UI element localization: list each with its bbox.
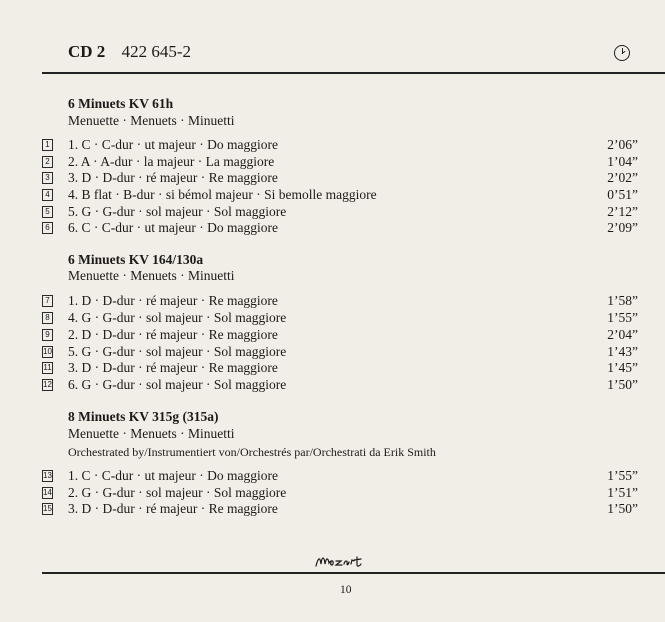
track-duration: 1’45”	[607, 360, 638, 375]
track-number-box: 10	[43, 347, 52, 356]
track-number-box: 6	[42, 222, 53, 234]
track-number-box: 7	[42, 295, 53, 307]
track-title: 3. D · D-dur · ré majeur · Re maggiore	[68, 360, 278, 375]
track-row	[0, 500, 665, 517]
track-number-box: 4	[42, 189, 53, 201]
track-duration: 1’55”	[607, 468, 638, 483]
track-duration: 2’12”	[607, 204, 638, 219]
catalog-number: 422 645-2	[121, 42, 191, 61]
track-duration: 1’55”	[607, 310, 638, 325]
track-duration: 1’51”	[607, 485, 638, 500]
track-duration: 1’04”	[607, 154, 638, 169]
track-title: 2. A · A-dur · la majeur · La maggiore	[68, 154, 275, 169]
track-duration: 1’50”	[607, 377, 638, 392]
track-number-box: 13	[43, 471, 52, 480]
clock-icon	[614, 45, 630, 61]
track-title: 5. G · G-dur · sol majeur · Sol maggiore	[68, 204, 287, 219]
track-row	[0, 169, 665, 186]
track-row	[0, 359, 665, 376]
section-subtitle: Menuette · Menuets · Minuetti	[68, 113, 235, 128]
track-row	[0, 292, 665, 309]
track-row	[0, 203, 665, 220]
track-title: 2. D · D-dur · ré majeur · Re maggiore	[68, 327, 278, 342]
track-title: 3. D · D-dur · ré majeur · Re maggiore	[68, 170, 278, 185]
track-number-box: 11	[43, 363, 52, 372]
track-row	[0, 376, 665, 393]
track-title: 2. G · G-dur · sol majeur · Sol maggiore	[68, 485, 287, 500]
section-title: 6 Minuets KV 164/130a	[68, 252, 204, 267]
section-title: 6 Minuets KV 61h	[68, 96, 174, 111]
track-title: 1. C · C-dur · ut majeur · Do maggiore	[68, 468, 278, 483]
track-duration: 2’09”	[607, 220, 638, 235]
track-row	[0, 153, 665, 170]
top-divider	[42, 72, 665, 74]
track-number-box: 12	[43, 380, 52, 389]
track-row	[0, 186, 665, 203]
section-title: 8 Minuets KV 315g (315a)	[68, 409, 219, 424]
track-row	[0, 326, 665, 343]
track-duration: 1’50”	[607, 501, 638, 516]
track-row	[0, 136, 665, 153]
track-row	[0, 343, 665, 360]
section-subtitle: Menuette · Menuets · Minuetti	[68, 268, 235, 283]
track-row	[0, 309, 665, 326]
track-title: 5. G · G-dur · sol majeur · Sol maggiore	[68, 344, 287, 359]
track-number-box: 9	[42, 329, 53, 341]
track-number-box: 15	[43, 504, 52, 513]
track-row	[0, 467, 665, 484]
page-number: 10	[340, 584, 352, 596]
track-title: 6. C · C-dur · ut majeur · Do maggiore	[68, 220, 278, 235]
track-number-box: 2	[42, 156, 53, 168]
cd-label: CD 2	[68, 42, 106, 61]
track-title: 6. G · G-dur · sol majeur · Sol maggiore	[68, 377, 287, 392]
track-duration: 1’58”	[607, 293, 638, 308]
track-number-box: 3	[42, 172, 53, 184]
track-duration: 2’06”	[607, 137, 638, 152]
track-number-box: 14	[43, 488, 52, 497]
section-subtitle: Menuette · Menuets · Minuetti	[68, 426, 235, 441]
track-duration: 2’04”	[607, 327, 638, 342]
track-title: 4. B flat · B-dur · si bémol majeur · Si bemolle maggiore	[68, 187, 377, 202]
track-row	[0, 484, 665, 501]
track-number-box: 5	[42, 206, 53, 218]
track-number-box: 1	[42, 139, 53, 151]
bottom-divider	[42, 572, 665, 574]
track-title: 4. G · G-dur · sol majeur · Sol maggiore	[68, 310, 287, 325]
track-duration: 1’43”	[607, 344, 638, 359]
track-title: 1. C · C-dur · ut majeur · Do maggiore	[68, 137, 278, 152]
track-number-box: 8	[42, 312, 53, 324]
track-title: 3. D · D-dur · ré majeur · Re maggiore	[68, 501, 278, 516]
cd-header	[68, 40, 191, 64]
mozart-signature-logo	[314, 552, 364, 570]
track-duration: 0’51”	[607, 187, 638, 202]
orchestration-note: Orchestrated by/Instrumentiert von/Orchestrés par/Orchestrati da Erik Smith	[68, 445, 436, 459]
track-row	[0, 219, 665, 236]
track-title: 1. D · D-dur · ré majeur · Re maggiore	[68, 293, 278, 308]
track-duration: 2’02”	[607, 170, 638, 185]
